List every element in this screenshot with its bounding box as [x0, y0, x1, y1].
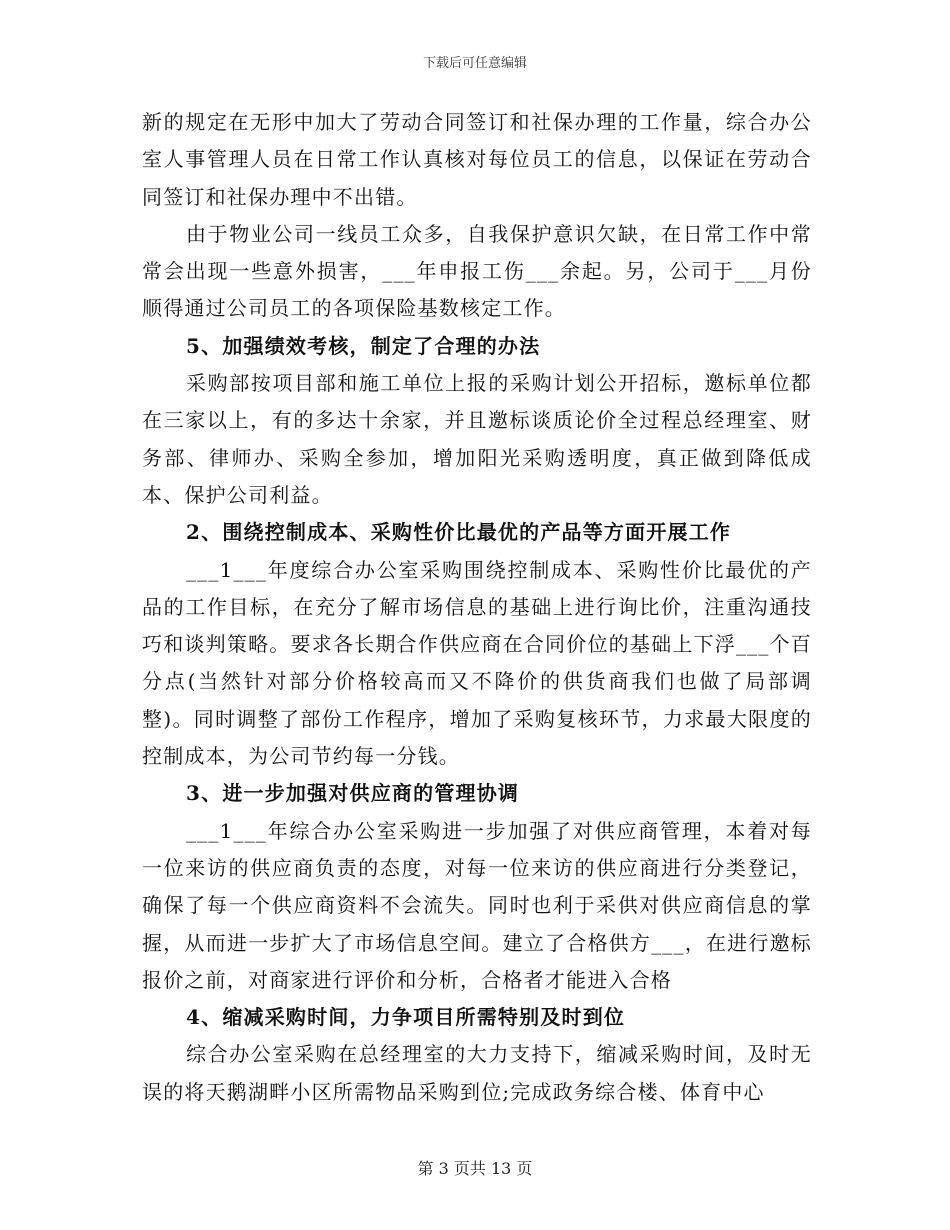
document-body [142, 104, 812, 1111]
heading-cost-control: 2、围绕控制成本、采购性价比最优的产品等方面开展工作 [186, 520, 732, 545]
heading-purchase-time: 4、缩减采购时间，力争项目所需特别及时到位 [186, 1005, 626, 1030]
paragraph-purchase-time: 综合办公室采购在总经理室的大力支持下，缩减采购时间，及时无误的将天鹅湖畔小区所需物品采购到位;完成政务综合楼、体育中心 [142, 1042, 812, 1104]
paragraph-cost-control: ___1___年度综合办公室采购围绕控制成本、采购性价比最优的产品的工作目标，在充分了解市场信息的基础上进行询比价，注重沟通技巧和谈判策略。要求各长期合作供应商在合同价位的基础上下浮___个百分点(当然针对部分价格较高而又不降价的供货商我们也做了局部调整)。同时调整了部份工作程序，增加了采购复核环节，力求最大限度的控制成本，为公司节约每一分钱。 [142, 557, 812, 769]
page-header-note: 下载后可任意编辑 [422, 56, 527, 71]
paragraph-public-tender: 采购部按项目部和施工单位上报的采购计划公开招标，邀标单位都在三家以上，有的多达十余家，并且邀标谈质论价全过程总经理室、财务部、律师办、采购全参加，增加阳光采购透明度，真正做到降低成本、保护公司利益。 [142, 371, 812, 507]
paragraph-work-injury: 由于物业公司一线员工众多，自我保护意识欠缺，在日常工作中常常会出现一些意外损害，___年申报工伤___余起。另，公司于___月份顺得通过公司员工的各项保险基数核定工作。 [142, 221, 812, 321]
paragraph-supplier-management: ___1___年综合办公室采购进一步加强了对供应商管理，本着对每一位来访的供应商负责的态度，对每一位来访的供应商进行分类登记，确保了每一个供应商资料不会流失。同时也利于采供对供应商信息的掌握，从而进一步扩大了市场信息空间。建立了合格供方___，在进行邀标报价之前，对商家进行评价和分析，合格者才能进入合格 [142, 818, 812, 992]
heading-supplier-management: 3、进一步加强对供应商的管理协调 [186, 781, 520, 806]
page-number-footer: 第 3 页共 13 页 [417, 1159, 533, 1178]
heading-performance-assessment: 5、加强绩效考核，制定了合理的办法 [186, 333, 541, 358]
paragraph-labor-contract: 新的规定在无形中加大了劳动合同签订和社保办理的工作量，综合办公室人事管理人员在日常工作认真核对每位员工的信息，以保证在劳动合同签订和社保办理中不出错。 [142, 110, 812, 209]
